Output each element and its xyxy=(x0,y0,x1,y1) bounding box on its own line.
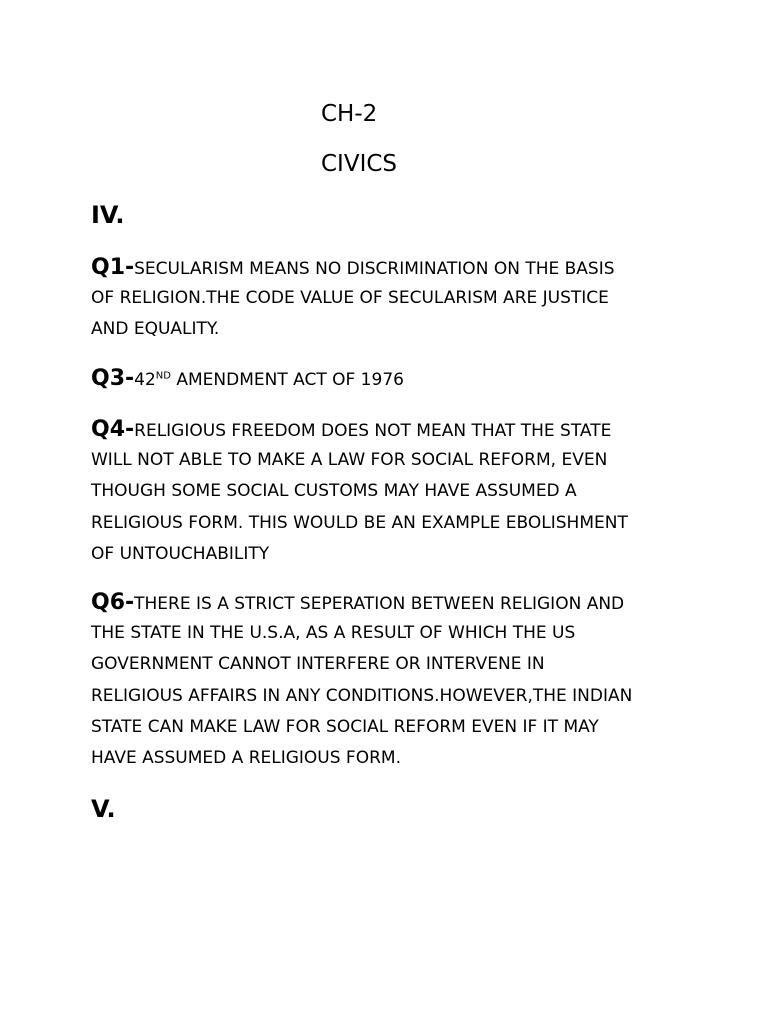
answer-q4-line-4: RELIGIOUS FORM. THIS WOULD BE AN EXAMPLE EBOLISHMENT xyxy=(91,512,628,533)
question-number-q6: Q6- xyxy=(91,590,135,615)
answer-text: THERE IS A STRICT SEPERATION BETWEEN RELIGION AND xyxy=(134,594,625,614)
question-number-q3: Q3- xyxy=(91,366,135,391)
answer-q6-line-3: GOVERNMENT CANNOT INTERFERE OR INTERVENE IN xyxy=(91,654,545,675)
answer-text: SECULARISM MEANS NO DISCRIMINATION ON THE BASIS xyxy=(134,259,615,279)
answer-q1-line-3: AND EQUALITY. xyxy=(91,319,220,340)
answer-q6-line-2: THE STATE IN THE U.S.A, AS A RESULT OF WHICH THE US xyxy=(91,623,576,644)
answer-q6-line-1 xyxy=(91,587,691,618)
answer-q3 xyxy=(91,363,691,394)
answer-q3-value: 42 xyxy=(134,370,156,390)
answer-q6-line-5: STATE CAN MAKE LAW FOR SOCIAL REFORM EVEN IF IT MAY xyxy=(91,716,599,737)
answer-q4-line-2: WILL NOT ABLE TO MAKE A LAW FOR SOCIAL REFORM, EVEN xyxy=(91,450,608,471)
answer-q6-line-6: HAVE ASSUMED A RELIGIOUS FORM. xyxy=(91,747,401,768)
answer-q1-line-1 xyxy=(91,252,691,283)
answer-q6-line-4: RELIGIOUS AFFAIRS IN ANY CONDITIONS.HOWEVER,THE INDIAN xyxy=(91,685,633,706)
answer-q4 xyxy=(91,414,691,570)
answer-q4-line-1 xyxy=(91,414,691,445)
question-number-q1: Q1- xyxy=(91,255,135,280)
section-heading-v: V. xyxy=(91,795,116,823)
answer-q4-line-5: OF UNTOUCHABILITY xyxy=(91,543,270,564)
answer-text: RELIGIOUS FREEDOM DOES NOT MEAN THAT THE STATE xyxy=(134,421,612,441)
answer-q1 xyxy=(91,252,691,346)
answer-q3-superscript: ND xyxy=(155,370,171,382)
answer-q3-line-1 xyxy=(91,363,691,394)
question-number-q4: Q4- xyxy=(91,417,135,442)
answer-q6 xyxy=(91,587,691,774)
chapter-title: CH-2 xyxy=(321,101,378,127)
answer-q4-line-3: THOUGH SOME SOCIAL CUSTOMS MAY HAVE ASSUMED A xyxy=(91,481,577,502)
subject-title: CIVICS xyxy=(321,151,398,177)
section-heading-iv: IV. xyxy=(91,201,125,229)
answer-q3-rest: AMENDMENT ACT OF 1976 xyxy=(170,370,404,390)
answer-q1-line-2: OF RELIGION.THE CODE VALUE OF SECULARISM ARE JUSTICE xyxy=(91,288,609,309)
